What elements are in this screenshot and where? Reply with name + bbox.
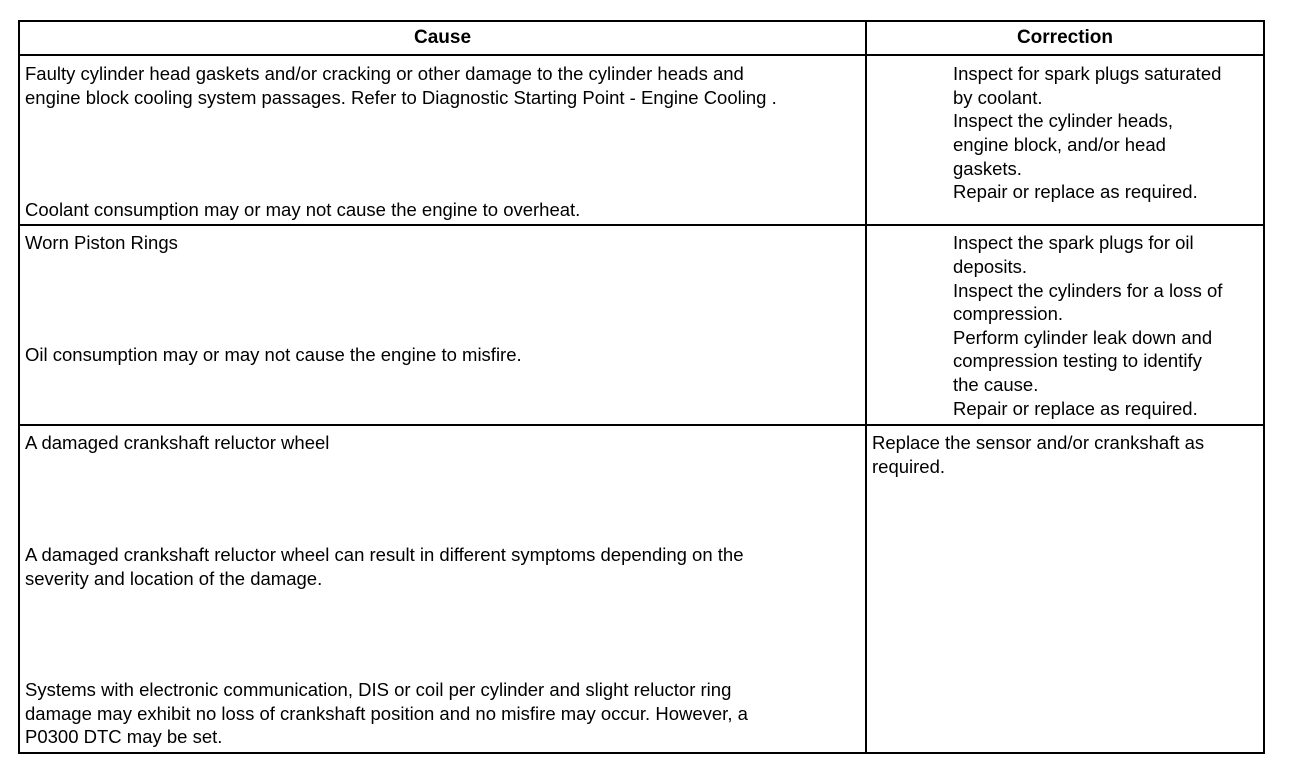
row1-cause-note: Coolant consumption may or may not cause the engine to overheat. (25, 199, 581, 220)
row1-cause-line1: Faulty cylinder head gaskets and/or cracking or other damage to the cylinder heads and (25, 63, 744, 84)
column-divider (865, 22, 867, 752)
row2-correction-line: Repair or replace as required. (953, 398, 1198, 419)
row1-correction-line: by coolant. (953, 87, 1043, 108)
row2-correction-line: Inspect the spark plugs for oil (953, 232, 1194, 253)
row2-correction-line: compression. (953, 303, 1064, 324)
row1-cause-line2: engine block cooling system passages. Refer to Diagnostic Starting Point - Engine Cooling . (25, 87, 777, 108)
row1-correction-line: Inspect the cylinder heads, (953, 110, 1174, 131)
row-divider (20, 424, 1263, 426)
row3-cause-para2-line3: P0300 DTC may be set. (25, 726, 223, 747)
row1-correction-line: Repair or replace as required. (953, 181, 1198, 202)
row3-cause-para1-line1: A damaged crankshaft reluctor wheel can result in different symptoms depending on the (25, 544, 744, 565)
row2-cause-title: Worn Piston Rings (25, 232, 178, 253)
row2-correction-line: the cause. (953, 374, 1039, 395)
header-cause: Cause (413, 27, 472, 48)
row1-correction-line: gaskets. (953, 158, 1022, 179)
row3-correction-line2: required. (872, 456, 946, 477)
row3-cause-para1-line2: severity and location of the damage. (25, 568, 323, 589)
diagnostic-table (18, 20, 1265, 754)
row1-correction-line: engine block, and/or head (953, 134, 1166, 155)
row2-correction-line: compression testing to identify (953, 350, 1202, 371)
row3-correction-line1: Replace the sensor and/or crankshaft as (872, 432, 1205, 453)
header-correction: Correction (1016, 27, 1114, 48)
row3-cause-title: A damaged crankshaft reluctor wheel (25, 432, 330, 453)
row2-correction-line: Perform cylinder leak down and (953, 327, 1213, 348)
row3-cause-para2-line1: Systems with electronic communication, DIS or coil per cylinder and slight reluctor ring (25, 679, 732, 700)
row1-correction-line: Inspect for spark plugs saturated (953, 63, 1222, 84)
row2-correction-line: Inspect the cylinders for a loss of (953, 280, 1223, 301)
row3-cause-para2-line2: damage may exhibit no loss of crankshaft position and no misfire may occur. However, a (25, 703, 748, 724)
row2-correction-line: deposits. (953, 256, 1028, 277)
row2-cause-note: Oil consumption may or may not cause the engine to misfire. (25, 344, 522, 365)
row-divider (20, 224, 1263, 226)
header-divider (20, 54, 1263, 56)
